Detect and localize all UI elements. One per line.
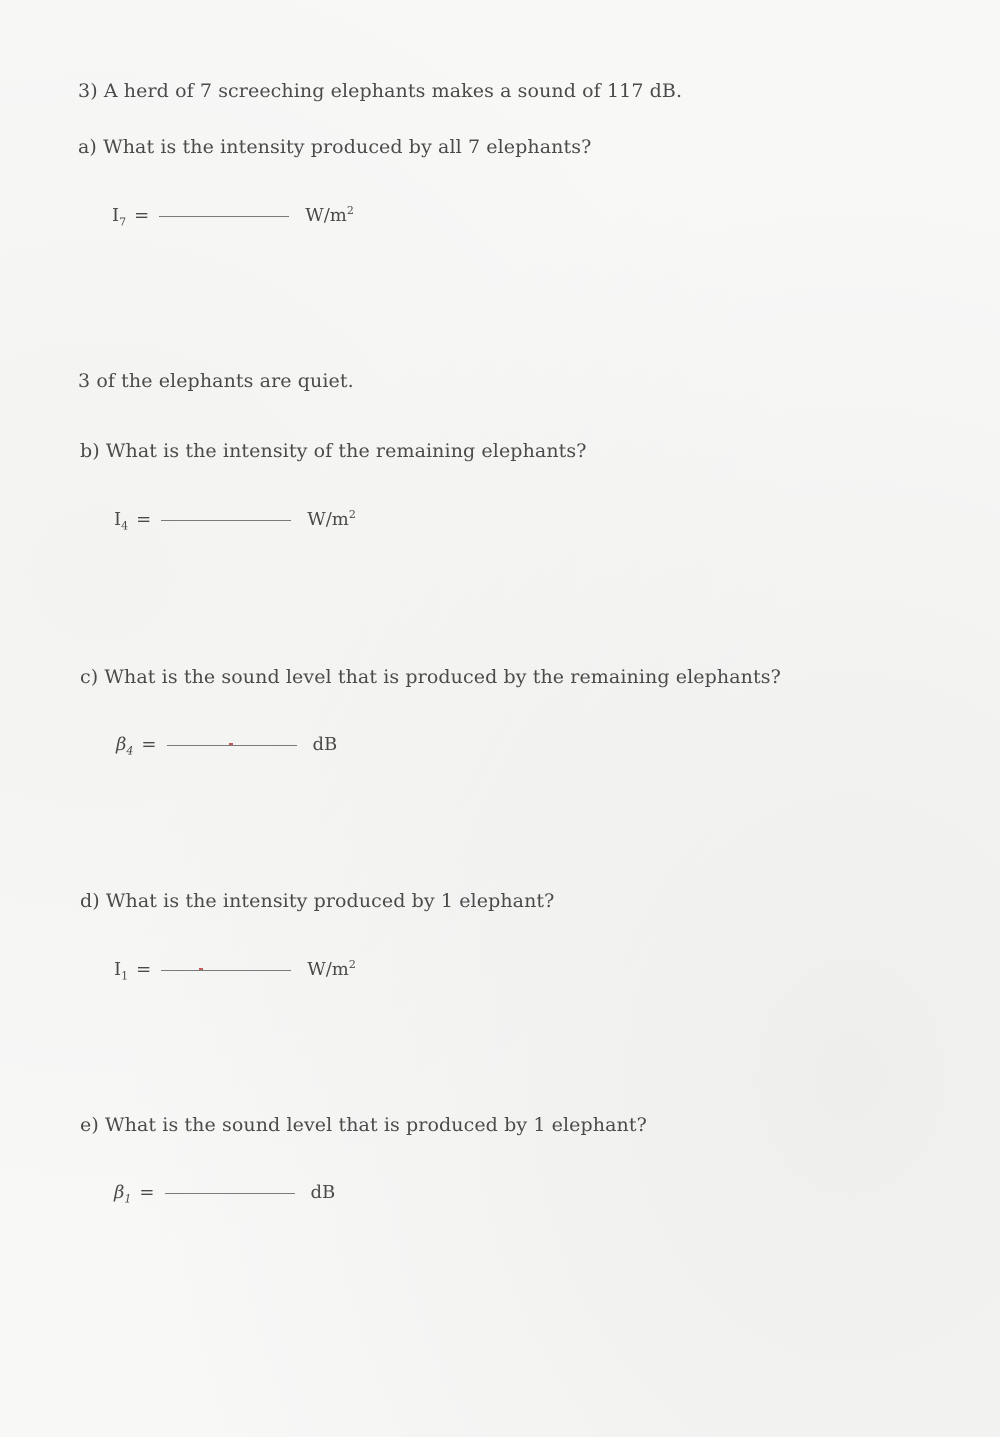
- problem-intro: 3) A herd of 7 screeching elephants makes a sound of 117 dB.: [78, 80, 683, 102]
- answer-d-equals: =: [136, 959, 152, 980]
- answer-c-unit: dB: [312, 734, 338, 755]
- answer-b-blank[interactable]: [161, 519, 291, 521]
- question-e: e) What is the sound level that is produced by 1 elephant?: [80, 1114, 647, 1136]
- answer-c: [116, 734, 337, 758]
- question-b: b) What is the intensity of the remaining elephants?: [80, 440, 587, 462]
- answer-a-blank[interactable]: [159, 215, 289, 217]
- answer-b-unit: $W/m^2$: [307, 508, 356, 530]
- answer-c-equals: =: [141, 734, 157, 755]
- answer-d-blank[interactable]: [161, 969, 291, 971]
- answer-e-unit: dB: [310, 1182, 336, 1203]
- answer-a: [112, 204, 354, 229]
- answer-d-unit: $W/m^2$: [307, 958, 356, 980]
- question-c: c) What is the sound level that is produced by the remaining elephants?: [80, 666, 781, 688]
- answer-d-variable: $I_1$: [114, 959, 129, 983]
- answer-e-variable: $\beta_1$: [114, 1182, 132, 1206]
- statement-quiet: 3 of the elephants are quiet.: [78, 370, 354, 392]
- answer-b-equals: =: [136, 509, 152, 530]
- answer-e-equals: =: [139, 1182, 155, 1203]
- question-a: a) What is the intensity produced by all 7 elephants?: [78, 136, 592, 158]
- question-d: d) What is the intensity produced by 1 elephant?: [80, 890, 555, 912]
- answer-e-blank[interactable]: [165, 1192, 295, 1194]
- answer-b-variable: $I_4$: [114, 509, 129, 533]
- answer-e: [114, 1182, 335, 1206]
- answer-b: [114, 508, 356, 533]
- answer-a-unit: $W/m^2$: [305, 204, 354, 226]
- answer-a-variable: $I_7$: [112, 205, 127, 229]
- answer-a-equals: =: [134, 205, 150, 226]
- answer-c-blank[interactable]: [167, 744, 297, 746]
- answer-c-variable: $\beta_4$: [116, 734, 134, 758]
- answer-d: [114, 958, 356, 983]
